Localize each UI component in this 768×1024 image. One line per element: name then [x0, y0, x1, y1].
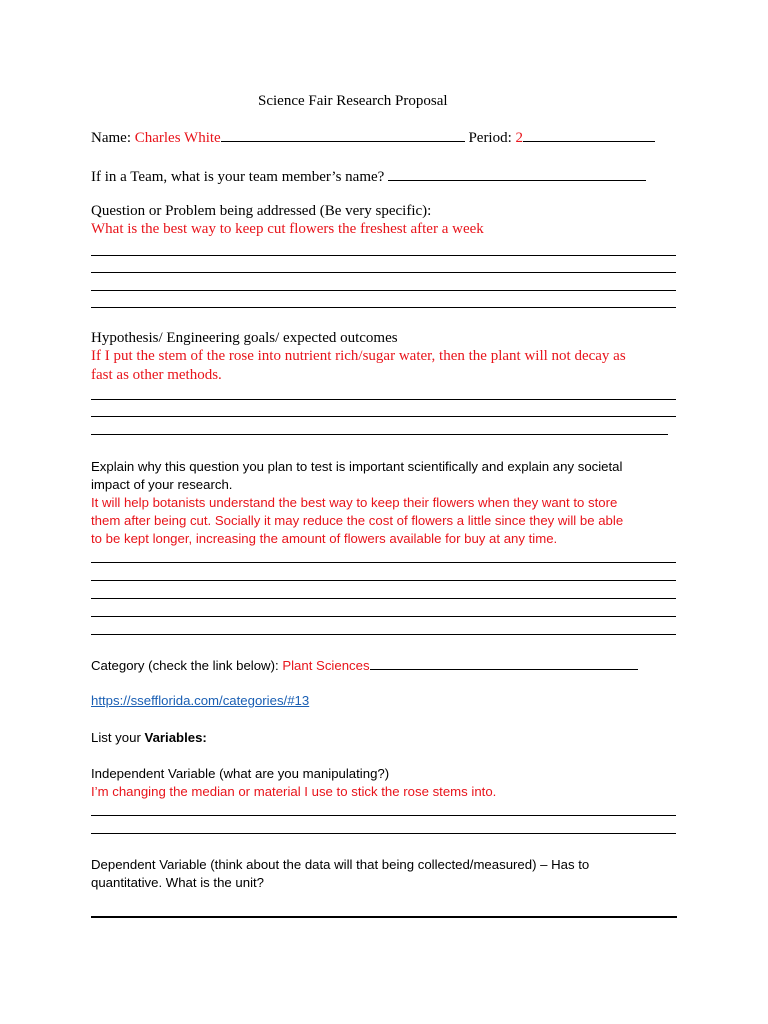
- team-blank[interactable]: [388, 167, 646, 181]
- category-label: Category (check the link below):: [91, 658, 283, 673]
- variables-heading: [91, 729, 207, 747]
- independent-label: Independent Variable (what are you manipulating?): [91, 766, 390, 781]
- period-blank[interactable]: [523, 128, 655, 142]
- importance-blank-line[interactable]: [91, 616, 676, 617]
- category-link[interactable]: [91, 692, 309, 710]
- name-blank[interactable]: [221, 128, 465, 142]
- name-value[interactable]: Charles White: [134, 130, 221, 146]
- category-value[interactable]: Plant Sciences: [282, 658, 370, 673]
- importance-label-line: Explain why this question you plan to test is important scientifically and explain any societal: [91, 459, 623, 474]
- dependent-answer-line[interactable]: [91, 916, 677, 918]
- importance-blank-line[interactable]: [91, 562, 676, 563]
- question-blank-line[interactable]: [91, 307, 676, 308]
- variables-label-bold: Variables:: [144, 730, 207, 745]
- hypothesis-blank-line[interactable]: [91, 416, 676, 417]
- question-label: Question or Problem being addressed (Be very specific):: [91, 203, 432, 219]
- question-answer[interactable]: What is the best way to keep cut flowers the freshest after a week: [91, 221, 484, 237]
- period-value[interactable]: 2: [515, 130, 524, 146]
- hypothesis-answer-line[interactable]: fast as other methods.: [91, 367, 222, 383]
- team-row: [91, 167, 646, 186]
- importance-answer-line[interactable]: to be kept longer, increasing the amount of flowers available for buy at any time.: [91, 531, 558, 546]
- dependent-label-line: Dependent Variable (think about the data will that being collected/measured) – Has to: [91, 857, 590, 872]
- hypothesis-blank-line[interactable]: [91, 399, 676, 400]
- team-label: If in a Team, what is your team member’s name?: [91, 169, 385, 185]
- hypothesis-label: Hypothesis/ Engineering goals/ expected outcomes: [91, 330, 398, 346]
- variables-label-prefix: List your: [91, 730, 145, 745]
- hypothesis-blank-line[interactable]: [91, 434, 668, 435]
- name-label: Name:: [91, 130, 135, 146]
- importance-blank-line[interactable]: [91, 598, 676, 599]
- independent-blank-line[interactable]: [91, 815, 676, 816]
- category-link-text[interactable]: https://ssefflorida.com/categories/#13: [91, 693, 310, 708]
- category-row: [91, 656, 638, 675]
- hypothesis-answer-line[interactable]: If I put the stem of the rose into nutrient rich/sugar water, then the plant will not decay as: [91, 348, 626, 364]
- question-blank-line[interactable]: [91, 290, 676, 291]
- importance-blank-line[interactable]: [91, 580, 676, 581]
- page-title: Science Fair Research Proposal: [258, 93, 448, 109]
- category-blank[interactable]: [370, 656, 638, 670]
- importance-answer-line[interactable]: It will help botanists understand the best way to keep their flowers when they want to store: [91, 495, 618, 510]
- dependent-label-line: quantitative. What is the unit?: [91, 875, 265, 890]
- importance-answer-line[interactable]: them after being cut. Socially it may reduce the cost of flowers a little since they will be able: [91, 513, 624, 528]
- independent-answer[interactable]: I’m changing the median or material I use to stick the rose stems into.: [91, 784, 497, 799]
- name-row: [91, 128, 655, 147]
- question-blank-line[interactable]: [91, 272, 676, 273]
- question-blank-line[interactable]: [91, 255, 676, 256]
- independent-blank-line[interactable]: [91, 833, 676, 834]
- importance-label-line: impact of your research.: [91, 477, 233, 492]
- period-label: Period:: [468, 130, 516, 146]
- importance-blank-line[interactable]: [91, 634, 676, 635]
